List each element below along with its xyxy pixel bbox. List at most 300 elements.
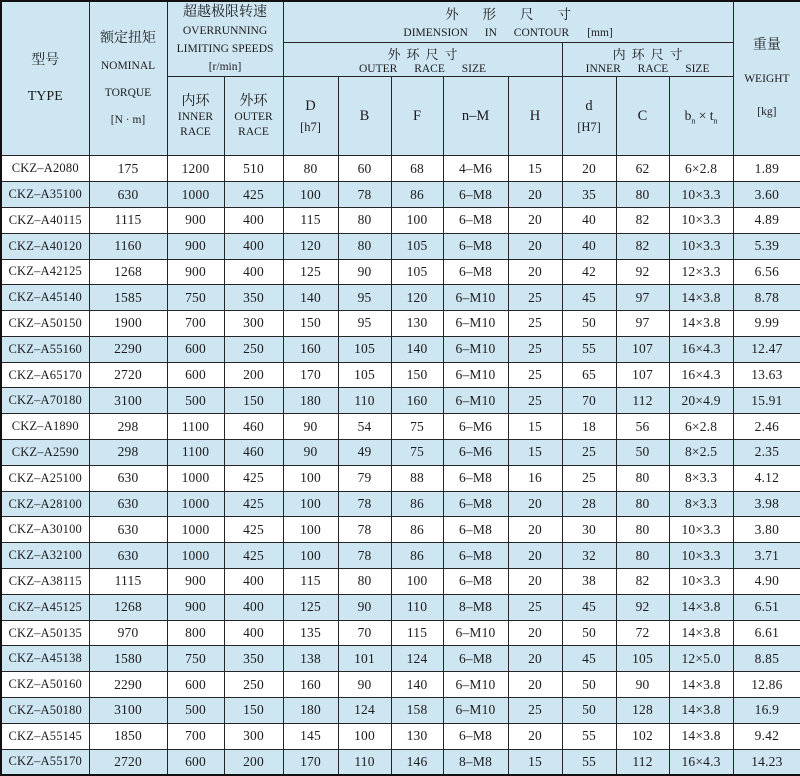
cell-D: 170 <box>283 362 338 388</box>
cell-D: 100 <box>283 465 338 491</box>
cell-B: 90 <box>338 259 391 285</box>
cell-outer: 425 <box>224 543 283 569</box>
cell-nM: 6–M10 <box>443 672 508 698</box>
table-row <box>1 414 800 440</box>
header-weight <box>733 1 800 156</box>
cell-D: 160 <box>283 672 338 698</box>
header-col-outer-race <box>224 77 283 156</box>
cell-weight: 12.86 <box>733 672 800 698</box>
cell-weight: 4.12 <box>733 465 800 491</box>
cell-D: 100 <box>283 182 338 208</box>
header-col-H: H <box>508 77 562 156</box>
cell-outer: 400 <box>224 233 283 259</box>
cell-bt: 16×4.3 <box>669 336 733 362</box>
cell-B: 105 <box>338 362 391 388</box>
cell-type: CKZ–A55160 <box>1 336 89 362</box>
cell-B: 70 <box>338 620 391 646</box>
cell-inner: 900 <box>167 594 224 620</box>
cell-torque: 630 <box>89 543 167 569</box>
cell-B: 78 <box>338 517 391 543</box>
cell-bt: 12×5.0 <box>669 646 733 672</box>
cell-weight: 12.47 <box>733 336 800 362</box>
table-row <box>1 723 800 749</box>
cell-F: 158 <box>391 698 443 724</box>
cell-weight: 1.89 <box>733 156 800 182</box>
cell-d: 55 <box>562 336 616 362</box>
cell-torque: 2290 <box>89 336 167 362</box>
cell-torque: 2290 <box>89 672 167 698</box>
cell-C: 90 <box>616 672 669 698</box>
cell-D: 125 <box>283 259 338 285</box>
table-row <box>1 543 800 569</box>
table-row <box>1 233 800 259</box>
cell-H: 20 <box>508 723 562 749</box>
cell-type: CKZ–A50135 <box>1 620 89 646</box>
cell-bt: 6×2.8 <box>669 156 733 182</box>
cell-outer: 425 <box>224 491 283 517</box>
cell-C: 80 <box>616 543 669 569</box>
cell-inner: 600 <box>167 362 224 388</box>
cell-type: CKZ–A70180 <box>1 388 89 414</box>
cell-D: 145 <box>283 723 338 749</box>
cell-C: 128 <box>616 698 669 724</box>
cell-d: 55 <box>562 723 616 749</box>
cell-outer: 350 <box>224 646 283 672</box>
header-torque-unit: [N · m] <box>110 113 146 126</box>
cell-torque: 1268 <box>89 259 167 285</box>
cell-bt: 10×3.3 <box>669 207 733 233</box>
cell-H: 25 <box>508 594 562 620</box>
cell-bt: 8×3.3 <box>669 491 733 517</box>
cell-D: 120 <box>283 233 338 259</box>
cell-weight: 6.51 <box>733 594 800 620</box>
cell-C: 105 <box>616 646 669 672</box>
cell-F: 130 <box>391 723 443 749</box>
cell-d: 45 <box>562 285 616 311</box>
header-torque-en2: TORQUE <box>104 86 152 99</box>
cell-H: 20 <box>508 491 562 517</box>
header-torque-en1: NOMINAL <box>100 60 156 72</box>
cell-bt: 12×3.3 <box>669 259 733 285</box>
cell-F: 88 <box>391 465 443 491</box>
cell-inner: 750 <box>167 646 224 672</box>
cell-F: 124 <box>391 646 443 672</box>
cell-type: CKZ–A2590 <box>1 440 89 466</box>
cell-type: CKZ–A45125 <box>1 594 89 620</box>
header-outer-size-cn: 外环尺寸 <box>387 47 464 63</box>
cell-d: 20 <box>562 156 616 182</box>
cell-B: 124 <box>338 698 391 724</box>
cell-type: CKZ–A28100 <box>1 491 89 517</box>
cell-H: 25 <box>508 285 562 311</box>
header-col-bt: $b_n \times t_n$ <box>669 77 733 156</box>
cell-inner: 1100 <box>167 414 224 440</box>
cell-H: 15 <box>508 440 562 466</box>
cell-nM: 6–M8 <box>443 465 508 491</box>
cell-D: 150 <box>283 311 338 337</box>
header-dimension-unit: [mm] <box>587 27 613 40</box>
header-col-nM: n–M <box>443 77 508 156</box>
cell-inner: 1000 <box>167 182 224 208</box>
header-col-D <box>283 77 338 156</box>
cell-C: 82 <box>616 207 669 233</box>
cell-nM: 6–M10 <box>443 336 508 362</box>
cell-weight: 14.23 <box>733 749 800 775</box>
cell-nM: 6–M10 <box>443 698 508 724</box>
cell-B: 60 <box>338 156 391 182</box>
table-row <box>1 440 800 466</box>
cell-outer: 200 <box>224 749 283 775</box>
cell-outer: 460 <box>224 414 283 440</box>
cell-B: 54 <box>338 414 391 440</box>
cell-bt: 16×4.3 <box>669 362 733 388</box>
cell-C: 82 <box>616 569 669 595</box>
cell-outer: 250 <box>224 672 283 698</box>
cell-D: 100 <box>283 543 338 569</box>
table-header <box>1 1 800 156</box>
cell-weight: 2.46 <box>733 414 800 440</box>
cell-F: 86 <box>391 517 443 543</box>
header-speeds-en2: LIMITING SPEEDS <box>176 42 274 55</box>
cell-type: CKZ–A65170 <box>1 362 89 388</box>
cell-type: CKZ–A50180 <box>1 698 89 724</box>
cell-inner: 600 <box>167 749 224 775</box>
cell-d: 55 <box>562 749 616 775</box>
cell-H: 16 <box>508 465 562 491</box>
table-row <box>1 207 800 233</box>
cell-B: 79 <box>338 465 391 491</box>
cell-torque: 630 <box>89 491 167 517</box>
cell-C: 112 <box>616 388 669 414</box>
cell-inner: 1000 <box>167 517 224 543</box>
cell-B: 105 <box>338 336 391 362</box>
cell-H: 20 <box>508 259 562 285</box>
table-row <box>1 517 800 543</box>
header-type-cn: 型号 <box>31 53 60 69</box>
cell-nM: 6–M10 <box>443 362 508 388</box>
cell-nM: 6–M10 <box>443 311 508 337</box>
header-col-D-label: D <box>305 98 316 115</box>
cell-B: 95 <box>338 311 391 337</box>
cell-torque: 298 <box>89 414 167 440</box>
table-row <box>1 749 800 775</box>
cell-weight: 4.89 <box>733 207 800 233</box>
cell-F: 100 <box>391 207 443 233</box>
cell-inner: 700 <box>167 723 224 749</box>
cell-nM: 6–M6 <box>443 414 508 440</box>
cell-bt: 10×3.3 <box>669 233 733 259</box>
cell-type: CKZ–A30100 <box>1 517 89 543</box>
cell-F: 68 <box>391 156 443 182</box>
cell-d: 45 <box>562 646 616 672</box>
cell-type: CKZ–A40120 <box>1 233 89 259</box>
table-row <box>1 569 800 595</box>
cell-weight: 16.9 <box>733 698 800 724</box>
cell-weight: 13.63 <box>733 362 800 388</box>
cell-outer: 510 <box>224 156 283 182</box>
cell-inner: 1200 <box>167 156 224 182</box>
cell-nM: 8–M8 <box>443 594 508 620</box>
cell-outer: 460 <box>224 440 283 466</box>
cell-inner: 700 <box>167 311 224 337</box>
table-row <box>1 156 800 182</box>
cell-nM: 6–M8 <box>443 182 508 208</box>
cell-d: 65 <box>562 362 616 388</box>
header-col-C: C <box>616 77 669 156</box>
cell-nM: 6–M8 <box>443 207 508 233</box>
cell-d: 28 <box>562 491 616 517</box>
cell-C: 92 <box>616 259 669 285</box>
cell-C: 107 <box>616 362 669 388</box>
cell-bt: 16×4.3 <box>669 749 733 775</box>
header-torque-cn: 额定扭矩 <box>100 30 156 46</box>
cell-torque: 630 <box>89 465 167 491</box>
cell-F: 105 <box>391 233 443 259</box>
table-row <box>1 182 800 208</box>
cell-nM: 6–M8 <box>443 259 508 285</box>
cell-bt: 10×3.3 <box>669 543 733 569</box>
cell-nM: 8–M8 <box>443 749 508 775</box>
cell-C: 80 <box>616 491 669 517</box>
header-col-d <box>562 77 616 156</box>
cell-torque: 175 <box>89 156 167 182</box>
cell-type: CKZ–A42125 <box>1 259 89 285</box>
cell-B: 49 <box>338 440 391 466</box>
cell-D: 180 <box>283 698 338 724</box>
cell-bt: 14×3.8 <box>669 620 733 646</box>
cell-weight: 15.91 <box>733 388 800 414</box>
cell-type: CKZ–A55170 <box>1 749 89 775</box>
cell-bt: 14×3.8 <box>669 723 733 749</box>
cell-nM: 6–M8 <box>443 491 508 517</box>
header-weight-en: WEIGHT <box>744 73 790 86</box>
table-row <box>1 594 800 620</box>
cell-outer: 400 <box>224 259 283 285</box>
cell-d: 50 <box>562 311 616 337</box>
header-speeds-en1: OVERRUNNING <box>182 25 268 37</box>
cell-weight: 3.80 <box>733 517 800 543</box>
cell-F: 86 <box>391 543 443 569</box>
cell-B: 90 <box>338 594 391 620</box>
cell-B: 95 <box>338 285 391 311</box>
cell-torque: 1900 <box>89 311 167 337</box>
cell-D: 90 <box>283 414 338 440</box>
cell-outer: 400 <box>224 594 283 620</box>
header-inner-race-en2: RACE <box>180 126 211 139</box>
cell-weight: 9.99 <box>733 311 800 337</box>
cell-H: 25 <box>508 698 562 724</box>
cell-C: 80 <box>616 517 669 543</box>
cell-inner: 600 <box>167 336 224 362</box>
cell-C: 112 <box>616 749 669 775</box>
cell-type: CKZ–A50150 <box>1 311 89 337</box>
cell-bt: 14×3.8 <box>669 698 733 724</box>
cell-F: 150 <box>391 362 443 388</box>
table-body <box>1 156 800 775</box>
cell-H: 15 <box>508 414 562 440</box>
cell-H: 25 <box>508 311 562 337</box>
table-row <box>1 362 800 388</box>
cell-torque: 1580 <box>89 646 167 672</box>
cell-d: 30 <box>562 517 616 543</box>
cell-nM: 6–M10 <box>443 620 508 646</box>
cell-d: 50 <box>562 698 616 724</box>
cell-nM: 6–M6 <box>443 440 508 466</box>
cell-D: 138 <box>283 646 338 672</box>
cell-type: CKZ–A25100 <box>1 465 89 491</box>
cell-type: CKZ–A45140 <box>1 285 89 311</box>
header-outer-race-cn: 外环 <box>239 93 268 109</box>
header-inner-size-en: INNER RACE SIZE <box>585 63 710 76</box>
cell-weight: 3.71 <box>733 543 800 569</box>
cell-C: 82 <box>616 233 669 259</box>
cell-bt: 8×3.3 <box>669 465 733 491</box>
cell-torque: 3100 <box>89 698 167 724</box>
cell-F: 130 <box>391 311 443 337</box>
cell-nM: 6–M10 <box>443 285 508 311</box>
header-dimension-cn: 外形尺寸 <box>445 7 596 23</box>
cell-bt: 10×3.3 <box>669 569 733 595</box>
cell-H: 20 <box>508 233 562 259</box>
cell-inner: 1000 <box>167 491 224 517</box>
cell-weight: 9.42 <box>733 723 800 749</box>
cell-outer: 200 <box>224 362 283 388</box>
cell-F: 140 <box>391 672 443 698</box>
cell-outer: 150 <box>224 388 283 414</box>
cell-inner: 800 <box>167 620 224 646</box>
header-col-d-unit: [H7] <box>577 120 601 135</box>
cell-D: 135 <box>283 620 338 646</box>
cell-F: 140 <box>391 336 443 362</box>
cell-B: 90 <box>338 672 391 698</box>
cell-outer: 425 <box>224 182 283 208</box>
cell-d: 70 <box>562 388 616 414</box>
cell-D: 140 <box>283 285 338 311</box>
cell-C: 97 <box>616 285 669 311</box>
cell-weight: 4.90 <box>733 569 800 595</box>
table-row <box>1 285 800 311</box>
table-row <box>1 698 800 724</box>
cell-type: CKZ–A40115 <box>1 207 89 233</box>
cell-d: 25 <box>562 440 616 466</box>
cell-outer: 400 <box>224 207 283 233</box>
cell-outer: 300 <box>224 311 283 337</box>
header-col-B: B <box>338 77 391 156</box>
header-weight-cn: 重量 <box>752 37 781 53</box>
cell-torque: 630 <box>89 517 167 543</box>
cell-nM: 6–M8 <box>443 569 508 595</box>
cell-type: CKZ–A45138 <box>1 646 89 672</box>
cell-C: 107 <box>616 336 669 362</box>
cell-H: 20 <box>508 646 562 672</box>
cell-torque: 1115 <box>89 569 167 595</box>
cell-F: 115 <box>391 620 443 646</box>
cell-d: 50 <box>562 672 616 698</box>
cell-outer: 425 <box>224 465 283 491</box>
cell-H: 25 <box>508 336 562 362</box>
cell-B: 101 <box>338 646 391 672</box>
header-speeds-unit: [r/min] <box>208 60 242 73</box>
cell-D: 100 <box>283 517 338 543</box>
cell-inner: 1000 <box>167 543 224 569</box>
cell-F: 105 <box>391 259 443 285</box>
table-row <box>1 620 800 646</box>
cell-D: 115 <box>283 207 338 233</box>
cell-H: 25 <box>508 362 562 388</box>
header-inner-size-cn: 内环尺寸 <box>612 47 689 63</box>
cell-bt: 10×3.3 <box>669 182 733 208</box>
cell-d: 35 <box>562 182 616 208</box>
cell-D: 100 <box>283 491 338 517</box>
cell-bt: 14×3.8 <box>669 594 733 620</box>
table-row <box>1 465 800 491</box>
cell-B: 80 <box>338 207 391 233</box>
cell-D: 160 <box>283 336 338 362</box>
header-inner-race-cn: 内环 <box>181 93 210 109</box>
cell-d: 42 <box>562 259 616 285</box>
cell-B: 80 <box>338 569 391 595</box>
cell-bt: 10×3.3 <box>669 517 733 543</box>
header-col-F: F <box>391 77 443 156</box>
cell-d: 18 <box>562 414 616 440</box>
cell-inner: 900 <box>167 569 224 595</box>
cell-H: 20 <box>508 672 562 698</box>
cell-D: 90 <box>283 440 338 466</box>
cell-bt: 6×2.8 <box>669 414 733 440</box>
cell-weight: 8.78 <box>733 285 800 311</box>
cell-bt: 20×4.9 <box>669 388 733 414</box>
cell-type: CKZ–A38115 <box>1 569 89 595</box>
header-outer-race-size <box>283 43 562 77</box>
cell-inner: 1100 <box>167 440 224 466</box>
cell-d: 50 <box>562 620 616 646</box>
cell-H: 20 <box>508 207 562 233</box>
table-row <box>1 646 800 672</box>
cell-torque: 2720 <box>89 362 167 388</box>
cell-inner: 600 <box>167 672 224 698</box>
cell-C: 97 <box>616 311 669 337</box>
cell-outer: 425 <box>224 517 283 543</box>
cell-d: 45 <box>562 594 616 620</box>
table-row <box>1 336 800 362</box>
cell-C: 80 <box>616 465 669 491</box>
cell-bt: 14×3.8 <box>669 285 733 311</box>
cell-B: 110 <box>338 749 391 775</box>
cell-D: 115 <box>283 569 338 595</box>
header-speeds-cn: 超越极限转速 <box>183 4 267 20</box>
header-type-en: TYPE <box>27 88 63 104</box>
cell-type: CKZ–A55145 <box>1 723 89 749</box>
cell-torque: 1585 <box>89 285 167 311</box>
cell-C: 92 <box>616 594 669 620</box>
cell-d: 25 <box>562 465 616 491</box>
header-inner-race-en1: INNER <box>177 111 214 124</box>
table-row <box>1 311 800 337</box>
cell-outer: 250 <box>224 336 283 362</box>
cell-weight: 2.35 <box>733 440 800 466</box>
cell-H: 15 <box>508 156 562 182</box>
cell-H: 20 <box>508 543 562 569</box>
cell-d: 38 <box>562 569 616 595</box>
cell-F: 160 <box>391 388 443 414</box>
cell-nM: 6–M8 <box>443 646 508 672</box>
header-weight-unit: [kg] <box>757 106 777 119</box>
cell-B: 110 <box>338 388 391 414</box>
cell-inner: 900 <box>167 259 224 285</box>
cell-weight: 8.85 <box>733 646 800 672</box>
cell-nM: 6–M10 <box>443 388 508 414</box>
cell-weight: 6.61 <box>733 620 800 646</box>
